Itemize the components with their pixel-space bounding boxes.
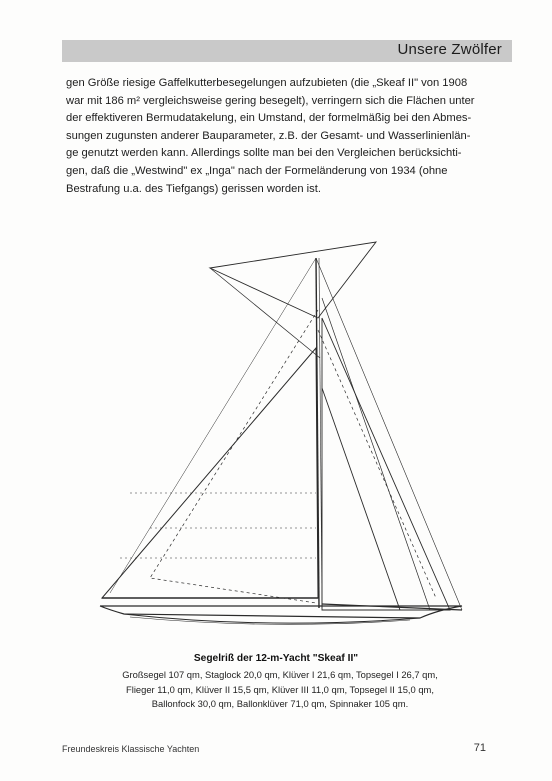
running-header [62, 40, 512, 62]
sail-plan-drawing [90, 238, 470, 648]
footer-publisher: Freundeskreis Klassische Yachten [62, 744, 200, 754]
body-line: gen Größe riesige Gaffelkutterbesegelungen aufzubieten (die „Skeaf II" von 1908 [66, 77, 468, 89]
sail-plan-svg [90, 238, 470, 648]
body-line: war mit 186 m² vergleichsweise gering besegelt), verringern sich die Flächen unter [66, 94, 475, 107]
caption-line: Ballonfock 30,0 qm, Ballonklüver 71,0 qm, Spinnaker 105 qm. [151, 698, 409, 710]
jib [322, 318, 450, 610]
body-paragraph [66, 75, 500, 198]
body-line: ge genutzt werden kann. Allerdings sollte man bei den Vergleichen berücksichti- [66, 147, 462, 160]
topsail [210, 242, 376, 318]
running-header-title: Unsere Zwölfer [397, 41, 502, 58]
bowsprit [322, 604, 462, 610]
caption-line: Großsegel 107 qm, Staglock 20,0 qm, Klüver I 21,6 qm, Topsegel I 26,7 qm, [122, 669, 438, 680]
body-line: sungen zugunsten anderer Bauparameter, z.B. der Gesamt- und Wasserlinienlän- [66, 129, 471, 142]
caption-line: Flieger 11,0 qm, Klüver II 15,5 qm, Klüver III 11,0 qm, Topsegel II 15,0 qm, [126, 683, 434, 695]
mainsail [102, 348, 318, 598]
body-line: der effektiveren Bermudatakelung, ein Umstand, der formelmäßig bei den Abmes- [66, 112, 472, 125]
body-line: Bestrafung u.a. des Tiefgangs) gerissen worden ist. [66, 182, 321, 195]
figure-caption-title: Segelriß der 12-m-Yacht "Skeaf II" [193, 653, 359, 664]
body-line: gen, daß die „Westwind" ex „Inga" nach der Formeländerung von 1934 (ohne [66, 164, 448, 177]
page-number: 71 [473, 742, 486, 754]
spinnaker-outline [150, 310, 318, 603]
figure-caption [60, 668, 500, 712]
